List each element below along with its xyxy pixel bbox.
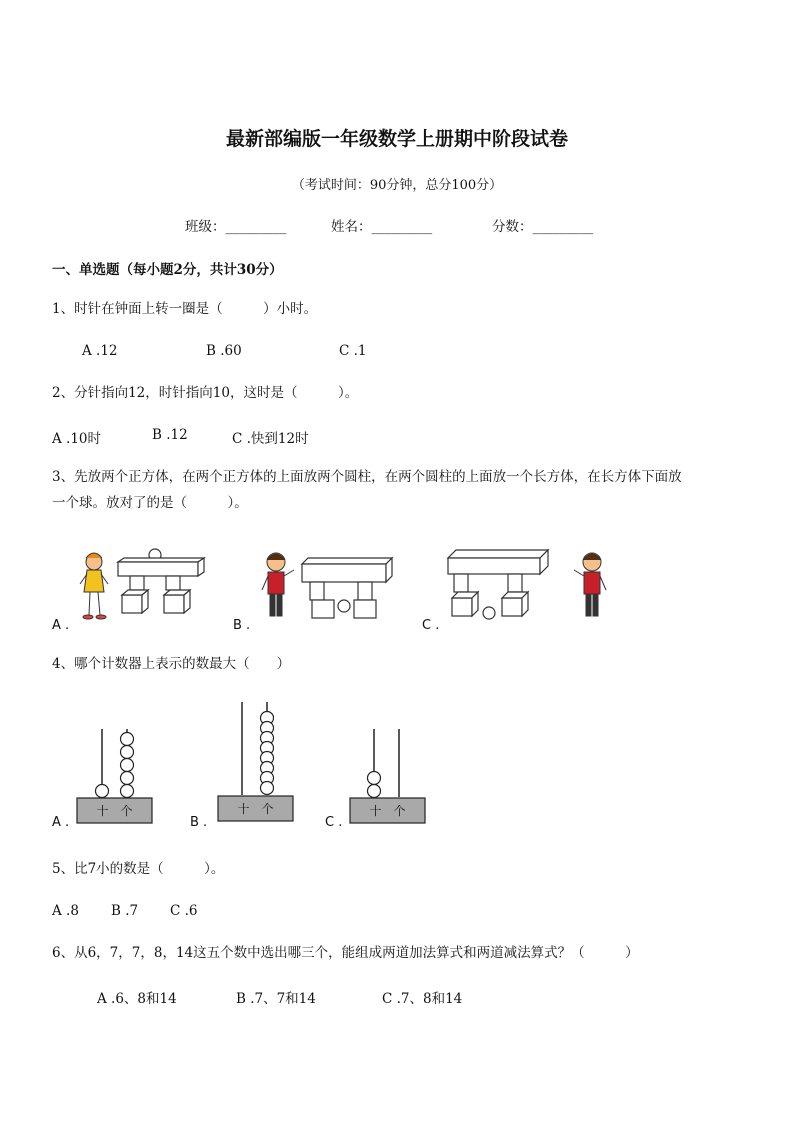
q3-figure-c	[448, 550, 606, 619]
question-4: 4、哪个计数器上表示的数最大（ ）	[52, 656, 291, 672]
question-3-line2: 一个球。放对了的是（ ）。	[52, 495, 248, 511]
class-field: 班级：_________	[185, 219, 287, 235]
q6-option-b: B .7、7和14	[236, 991, 316, 1007]
abacus-b-label: 十 个	[237, 802, 274, 816]
exam-info: （考试时间：90分钟，总分100分）	[291, 178, 503, 193]
question-5: 5、比7小的数是（ ）。	[52, 861, 225, 877]
abacus-b	[218, 702, 293, 821]
q5-option-b: B .7	[111, 903, 139, 919]
q5-option-c: C .6	[170, 903, 198, 919]
q5-option-a: A .8	[52, 903, 79, 919]
q6-option-c: C .7、8和14	[382, 991, 463, 1007]
abacus-c	[350, 729, 425, 823]
question-1: 1、时针在钟面上转一圈是（ ）小时。	[52, 301, 318, 317]
abacus-a	[77, 729, 152, 823]
q4-option-a: A .	[52, 815, 70, 830]
q4-abacuses	[40, 695, 460, 835]
page-title: 最新部编版一年级数学上册期中阶段试卷	[225, 128, 568, 150]
q3-option-a: A .	[52, 618, 70, 633]
q3-figure-b	[262, 553, 392, 618]
q4-option-c: C .	[325, 815, 343, 830]
boy-figure-b	[262, 553, 294, 616]
question-2: 2、分针指向12，时针指向10，这时是（ ）。	[52, 385, 359, 401]
q1-option-a: A .12	[82, 343, 118, 359]
q3-option-c: C .	[422, 618, 440, 633]
q4-option-b: B .	[190, 815, 208, 830]
q3-figures	[40, 540, 640, 640]
section-heading: 一、单选题（每小题2分，共计30分）	[52, 262, 283, 278]
q3-figure-a	[80, 549, 204, 619]
q1-option-b: B .60	[206, 343, 242, 359]
q2-option-a: A .10时	[52, 431, 102, 447]
question-3-line1: 3、先放两个正方体，在两个正方体的上面放两个圆柱，在两个圆柱的上面放一个长方体，在长方体下面放	[52, 469, 682, 485]
question-6: 6、从6，7，7，8，14这五个数中选出哪三个，能组成两道加法算式和两道减法算式？（ ）	[52, 945, 639, 961]
girl-figure	[80, 553, 108, 619]
boy-figure-c	[574, 553, 606, 616]
score-field: 分数：_________	[492, 219, 594, 235]
q2-option-c: C .快到12时	[232, 431, 309, 447]
q2-option-b: B .12	[152, 427, 188, 443]
abacus-c-label: 十 个	[369, 804, 406, 818]
q3-option-b: B .	[233, 618, 251, 633]
q1-option-c: C .1	[339, 343, 367, 359]
abacus-a-label: 十 个	[96, 804, 133, 818]
name-field: 姓名：_________	[331, 219, 433, 235]
q6-option-a: A .6、8和14	[97, 991, 177, 1007]
